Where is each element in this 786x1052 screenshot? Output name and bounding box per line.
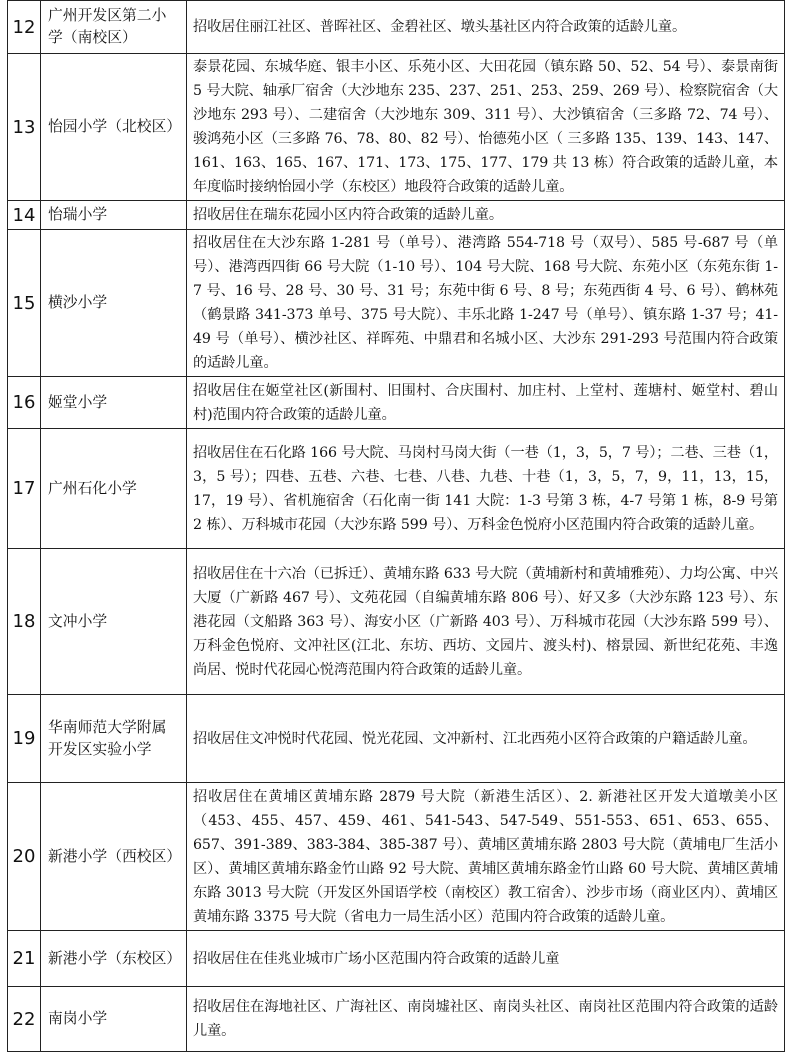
table-row	[8, 783, 785, 931]
enrollment-range: 招收居住在瑞东花园小区内符合政策的适龄儿童。	[187, 201, 785, 230]
school-name: 新港小学（西校区）	[41, 783, 187, 931]
enrollment-range: 招收居住在大沙东路 1-281 号（单号）、港湾路 554-718 号（双号）、585 号-687 号（单号）、港湾西四街 66 号大院（1-10 号）、104 号大院、168 号大院、东苑小区（东苑东街 1-7 号、16 号、28 号、30 号、31 号；东苑中街 6 号、8 号；东苑西街 4 号、6 号）、鹤林苑（鹤景路 341-373 单号、375 号大院）、丰乐北路 1-247 号（单号）、镇东路 1-37 号；41-49 号（单号）、横沙社区、祥晖苑、中鼎君和名城小区、大沙东 291-293 号范围内符合政策的适龄儿童。	[187, 230, 785, 377]
enrollment-range: 招收居住在姬堂社区(新围村、旧围村、合庆围村、加庄村、上堂村、莲塘村、姬堂村、碧山村)范围内符合政策的适龄儿童。	[187, 377, 785, 429]
table-row	[8, 549, 785, 695]
table-row	[8, 54, 785, 201]
enrollment-range: 泰景花园、东城华庭、银丰小区、乐苑小区、大田花园（镇东路 50、52、54 号）、泰景南街 5 号大院、轴承厂宿舍（大沙地东 235、237、251、253、259、269 号）、检察院宿舍（大沙地东 293 号）、二建宿舍（大沙地东 309、311 号）、大沙镇宿舍（三多路 72、74 号）、骏鸿苑小区（三多路 76、78、80、82 号）、怡德苑小区（ 三多路 135、139、143、147、161、163、165、167、171、173、175、177、179 共 13 栋）符合政策的适龄儿童，本年度临时接纳怡园小学（东校区）地段符合政策的适龄儿童。	[187, 54, 785, 201]
enrollment-range: 招收居住文冲悦时代花园、悦光花园、文冲新村、江北西苑小区符合政策的户籍适龄儿童。	[187, 695, 785, 783]
school-name: 广州开发区第二小学（南校区）	[41, 1, 187, 54]
table-row	[8, 931, 785, 987]
row-number: 15	[8, 230, 41, 377]
school-name: 广州石化小学	[41, 429, 187, 549]
table-row	[8, 429, 785, 549]
table-row	[8, 987, 785, 1052]
enrollment-range: 招收居住在石化路 166 号大院、马岗村马岗大街（一巷（1，3，5，7 号）；二巷、三巷（1，3，5 号）；四巷、五巷、六巷、七巷、八巷、九巷、十巷（1，3，5，7，9，11，13，15，17，19 号）、省机施宿舍（石化南一街 141 大院：1-3 号第 3 栋，4-7 号第 1 栋，8-9 号第 2 栋）、万科城市花园（大沙东路 599 号）、万科金色悦府小区范围内符合政策的适龄儿童。	[187, 429, 785, 549]
school-name: 新港小学（东校区）	[41, 931, 187, 987]
school-name: 华南师范大学附属开发区实验小学	[41, 695, 187, 783]
enrollment-range: 招收居住在佳兆业城市广场小区范围内符合政策的适龄儿童	[187, 931, 785, 987]
enrollment-range: 招收居住在黄埔区黄埔东路 2879 号大院（新港生活区）、2. 新港社区开发大道墩美小区（453、455、457、459、461、541-543、547-549、551-553、651、653、655、657、391-389、383-384、385-387 号）、黄埔区黄埔东路 2803 号大院（黄埔电厂生活小区）、黄埔区黄埔东路金竹山路 92 号大院、黄埔区黄埔东路金竹山路 60 号大院、黄埔区黄埔东路 3013 号大院（开发区外国语学校（南校区）教工宿舍）、沙步市场（商业区内）、黄埔区黄埔东路 3375 号大院（省电力一局生活小区）范围内符合政策的适龄儿童。	[187, 783, 785, 931]
school-name: 怡园小学（北校区）	[41, 54, 187, 201]
row-number: 16	[8, 377, 41, 429]
table-row	[8, 230, 785, 377]
row-number: 19	[8, 695, 41, 783]
row-number: 13	[8, 54, 41, 201]
enrollment-range: 招收居住丽江社区、普晖社区、金碧社区、墩头基社区内符合政策的适龄儿童。	[187, 1, 785, 54]
school-zone-table	[7, 0, 785, 1052]
row-number: 12	[8, 1, 41, 54]
school-name: 姬堂小学	[41, 377, 187, 429]
table-row	[8, 695, 785, 783]
row-number: 17	[8, 429, 41, 549]
row-number: 21	[8, 931, 41, 987]
enrollment-range: 招收居住在海地社区、广海社区、南岗墟社区、南岗头社区、南岗社区范围内符合政策的适龄儿童。	[187, 987, 785, 1052]
row-number: 14	[8, 201, 41, 230]
school-name: 文冲小学	[41, 549, 187, 695]
row-number: 20	[8, 783, 41, 931]
enrollment-range: 招收居住在十六冶（已拆迁）、黄埔东路 633 号大院（黄埔新村和黄埔雅苑）、力均公寓、中兴大厦（广新路 467 号）、文苑花园（自编黄埔东路 806 号）、好又多（大沙东路 123 号）、东港花园（文船路 363 号）、海安小区（广新路 403 号）、万科城市花园（大沙东路 599 号）、万科金色悦府、文冲社区(江北、东坊、西坊、文园片、渡头村)、榕景园、新世纪花苑、丰逸尚居、悦时代花园心悦湾范围内符合政策的适龄儿童。	[187, 549, 785, 695]
table-row	[8, 201, 785, 230]
row-number: 18	[8, 549, 41, 695]
table-row	[8, 1, 785, 54]
table-row	[8, 377, 785, 429]
school-name: 南岗小学	[41, 987, 187, 1052]
school-name: 怡瑞小学	[41, 201, 187, 230]
row-number: 22	[8, 987, 41, 1052]
school-name: 横沙小学	[41, 230, 187, 377]
